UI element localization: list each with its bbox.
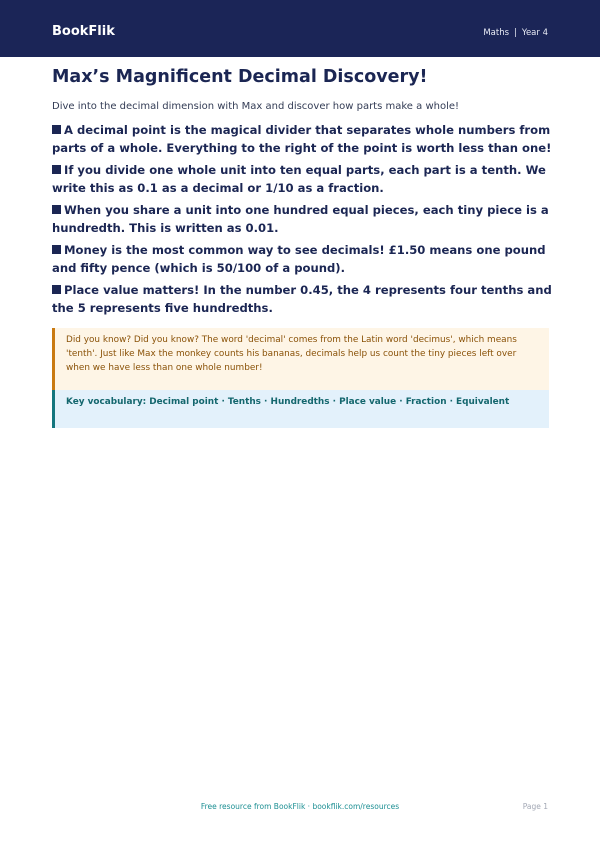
key-vocabulary-text: Key vocabulary: Decimal point · Tenths · Hundredths · Place value · Fraction · Equivalent [66,397,510,407]
bullet-square-icon [52,165,61,174]
bullet-square-icon [52,245,61,254]
fact-text: A decimal point is the magical divider that separates whole numbers from parts of a whole. Everything to the right of the point is worth less than one! [52,123,552,155]
bullet-square-icon [52,125,61,134]
fact-item [52,202,552,237]
fact-text: If you divide one whole unit into ten equal parts, each part is a tenth. We write this as 0.1 as a decimal or 1/10 as a fraction. [52,163,546,195]
year-label: Year 4 [521,28,548,38]
brand-logo[interactable]: BookFlik [52,24,115,39]
bullet-square-icon [52,205,61,214]
meta-separator: | [514,28,517,38]
page-title: Max’s Magnificent Decimal Discovery! [52,67,428,87]
fact-text: Place value matters! In the number 0.45, the 4 represents four tenths and the 5 represents five hundredths. [52,283,552,315]
intro-text: Dive into the decimal dimension with Max and discover how parts make a whole! [52,101,460,112]
page-number: Page 1 [522,802,548,811]
fact-item [52,282,552,317]
fact-item [52,162,552,197]
fact-item [52,122,552,157]
subject-year-label [483,28,548,39]
did-you-know-text: Did you know? Did you know? The word 'decimal' comes from the Latin word 'decimus', which means 'tenth'. Just like Max the monkey counts his bananas, decimals help us count the tiny pieces left over when we have less than one whole number! [66,335,517,373]
fact-list [52,122,552,322]
bullet-square-icon [52,285,61,294]
fact-text: When you share a unit into one hundred equal pieces, each tiny piece is a hundredth. This is written as 0.01. [52,203,549,235]
fact-item [52,242,552,277]
did-you-know-callout [52,328,549,390]
top-header-bar [0,0,600,57]
subject-label: Maths [483,28,510,38]
fact-text: Money is the most common way to see decimals! £1.50 means one pound and fifty pence (which is 50/100 of a pound). [52,243,546,275]
key-vocabulary-box [52,390,549,428]
footer-resource-link[interactable]: Free resource from BookFlik · bookflik.com/resources [200,802,400,811]
